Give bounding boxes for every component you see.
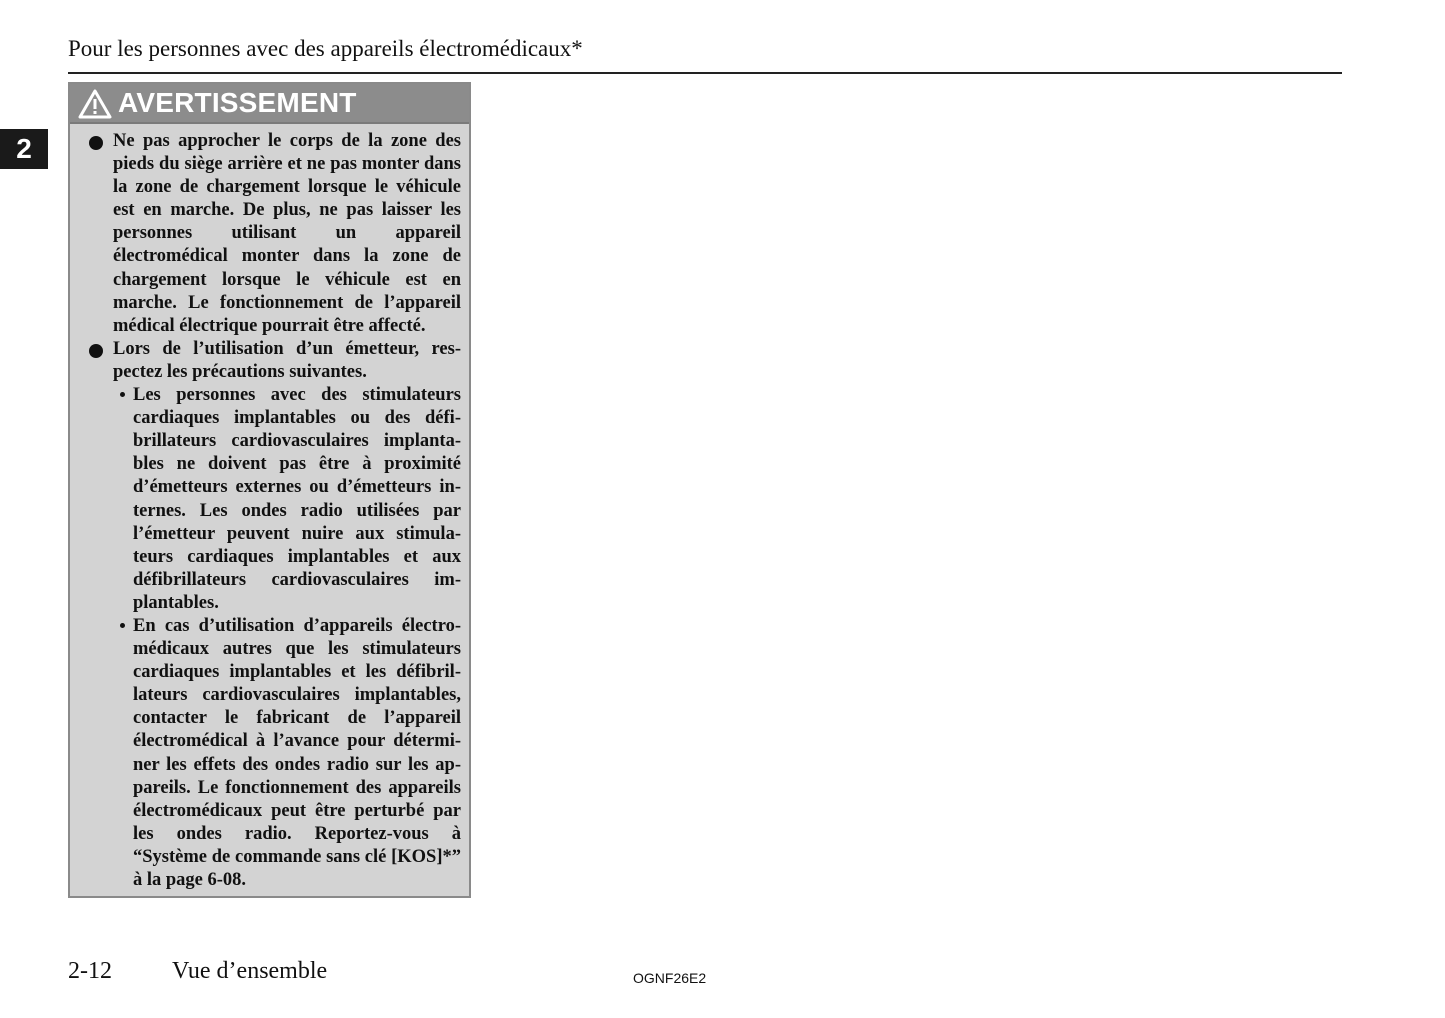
warning-item-text: Ne pas approcher le corps de la zone des pieds du siège arrière et ne pas monter dans la zone de chargement lorsque le véhicule est en marche. De plus, ne pas laisser les personnes utilisant un appareil électromédical monter dans la zone de chargement lorsque le véhicule est en marche. Le fonctionnement de l’appareil médical électrique pourrait être affecté. xyxy=(113,131,461,336)
document-code: OGNF26E2 xyxy=(633,970,707,986)
sub-bullet-icon xyxy=(120,623,125,628)
sub-bullet-icon xyxy=(120,392,125,397)
page-header-title: Pour les personnes avec des appareils électromédicaux* xyxy=(68,36,583,61)
warning-item-text: Lors de l’utilisation d’un émetteur, respectez les précautions suivantes. xyxy=(113,338,461,382)
warning-item xyxy=(70,338,469,384)
warning-triangle-icon xyxy=(78,89,112,119)
warning-body xyxy=(70,130,469,892)
warning-box xyxy=(68,82,471,898)
section-title: Vue d’ensemble xyxy=(172,958,328,984)
warning-item xyxy=(70,130,469,338)
page-number: 2-12 xyxy=(68,958,112,984)
bullet-icon xyxy=(89,136,103,150)
header-divider xyxy=(68,72,1342,74)
warning-subitem-text: Les personnes avec des stimulateurs cardiaques implantables ou des défibrillateurs cardiovasculaires implantables ne doivent pas être à proximité d’émetteurs externes ou d’émetteurs internes. Les ondes radio utilisées par l’émetteur peuvent nuire aux stimulateurs cardiaques implantables et aux défibrillateurs cardiovasculaires implantables. xyxy=(133,385,461,613)
warning-header xyxy=(70,84,469,124)
warning-label: AVERTISSEMENT xyxy=(118,87,357,118)
warning-subitem-text: En cas d’utilisation d’appareils électromédicaux autres que les stimulateurs cardiaques implantables et les défibrillateurs cardiovasculaires implantables, contacter le fabricant de l’appareil électromédical à l’avance pour déterminer les effets des ondes radio sur les appareils. Le fonctionnement des appareils électromédicaux peut être perturbé par les ondes radio. Reportez-vous à “Système de commande sans clé [KOS]*” à la page 6-08. xyxy=(133,615,461,890)
bullet-icon xyxy=(89,344,103,358)
chapter-tab: 2 xyxy=(0,129,48,169)
warning-subitem xyxy=(70,384,469,615)
warning-subitem xyxy=(70,615,469,892)
